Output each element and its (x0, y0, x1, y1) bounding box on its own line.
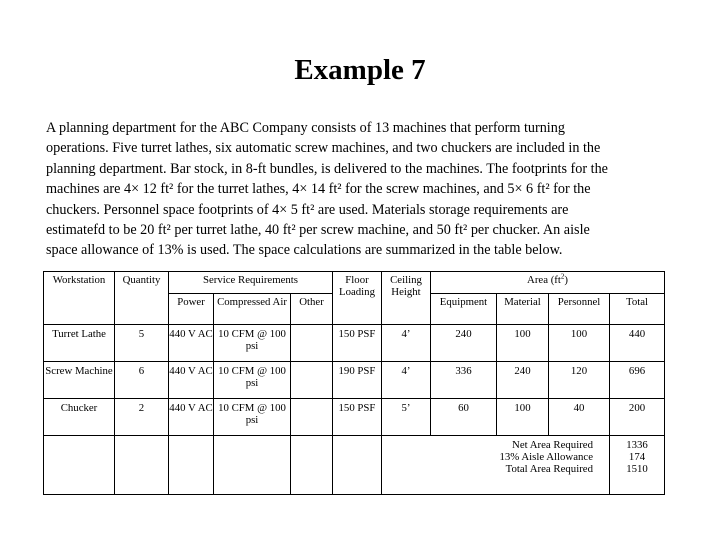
paragraph-line: planning department. Bar stock, in 8-ft bundles, is delivered to the machines. The footprints for the (46, 160, 608, 177)
header-floor-loading: Floor Loading (333, 272, 382, 325)
cell-power: 440 V AC (169, 362, 214, 399)
cell-floor: 150 PSF (333, 399, 382, 436)
cell-total: 440 (610, 325, 665, 362)
cell-ceiling: 4’ (382, 325, 431, 362)
table-row (44, 362, 665, 399)
header-equipment: Equipment (431, 293, 497, 325)
problem-description (46, 118, 696, 261)
paragraph-line: estimatefd to be 20 ft² per turret lathe, 40 ft² per screw machine, and 50 ft² per chucker. An aisle (46, 222, 590, 239)
header-power: Power (169, 293, 214, 325)
summary-row (44, 436, 665, 495)
cell-material: 100 (497, 399, 549, 436)
net-area-label: Net Area Required (512, 439, 593, 452)
cell-floor: 190 PSF (333, 362, 382, 399)
page-title: Example 7 (294, 54, 426, 86)
cell-quantity: 6 (115, 362, 169, 399)
cell-material: 100 (497, 325, 549, 362)
header-quantity: Quantity (115, 272, 169, 325)
header-total: Total (610, 293, 665, 325)
total-area-value: 1510 (626, 463, 648, 476)
cell-equipment: 240 (431, 325, 497, 362)
aisle-allowance-label: 13% Aisle Allowance (499, 451, 593, 464)
cell-empty (291, 436, 333, 495)
cell-power: 440 V AC (169, 325, 214, 362)
cell-total: 200 (610, 399, 665, 436)
cell-personnel: 40 (549, 399, 610, 436)
cell-equipment: 336 (431, 362, 497, 399)
header-ceiling-height: Ceiling Height (382, 272, 431, 325)
cell-personnel: 120 (549, 362, 610, 399)
cell-floor: 150 PSF (333, 325, 382, 362)
space-calculation-table (43, 271, 665, 495)
paragraph-line: machines are 4× 12 ft² for the turret lathes, 4× 14 ft² for the screw machines, and 5× 6 ft² for the (46, 181, 591, 198)
header-area-close: ) (564, 274, 569, 286)
paragraph-line: chuckers. Personnel space footprints of 4× 5 ft² are used. Materials storage requirements are (46, 201, 569, 218)
header-compressed-air: Compressed Air (214, 293, 291, 325)
summary-values (610, 436, 665, 495)
cell-workstation: Screw Machine (44, 362, 115, 399)
cell-power: 440 V AC (169, 399, 214, 436)
cell-air: 10 CFM @ 100 psi (214, 399, 291, 436)
table-row (44, 399, 665, 436)
paragraph-line: operations. Five turret lathes, six automatic screw machines, and two chuckers are included in the (46, 140, 601, 157)
header-area-sup: 2 (560, 272, 565, 281)
cell-equipment: 60 (431, 399, 497, 436)
table-row (44, 325, 665, 362)
summary-labels (382, 436, 610, 495)
cell-empty (44, 436, 115, 495)
header-workstation: Workstation (44, 272, 115, 325)
total-area-label: Total Area Required (505, 463, 593, 476)
paragraph-line: A planning department for the ABC Company consists of 13 machines that perform turning (46, 120, 565, 136)
cell-empty (169, 436, 214, 495)
cell-workstation: Turret Lathe (44, 325, 115, 362)
cell-personnel: 100 (549, 325, 610, 362)
header-service-requirements: Service Requirements (169, 272, 333, 294)
cell-quantity: 5 (115, 325, 169, 362)
cell-empty (214, 436, 291, 495)
cell-air: 10 CFM @ 100 psi (214, 362, 291, 399)
cell-other (291, 362, 333, 399)
header-area (431, 272, 665, 294)
header-personnel: Personnel (549, 293, 610, 325)
cell-ceiling: 5’ (382, 399, 431, 436)
aisle-allowance-value: 174 (628, 451, 646, 464)
cell-workstation: Chucker (44, 399, 115, 436)
cell-air: 10 CFM @ 100 psi (214, 325, 291, 362)
net-area-value: 1336 (626, 439, 648, 452)
cell-quantity: 2 (115, 399, 169, 436)
cell-ceiling: 4’ (382, 362, 431, 399)
paragraph-line: space allowance of 13% is used. The space calculations are summarized in the table below. (46, 242, 563, 259)
header-other: Other (291, 293, 333, 325)
header-area-label: Area (ft (527, 274, 561, 286)
cell-total: 696 (610, 362, 665, 399)
cell-empty (115, 436, 169, 495)
cell-other (291, 325, 333, 362)
cell-empty (333, 436, 382, 495)
cell-material: 240 (497, 362, 549, 399)
cell-other (291, 399, 333, 436)
header-material: Material (497, 293, 549, 325)
